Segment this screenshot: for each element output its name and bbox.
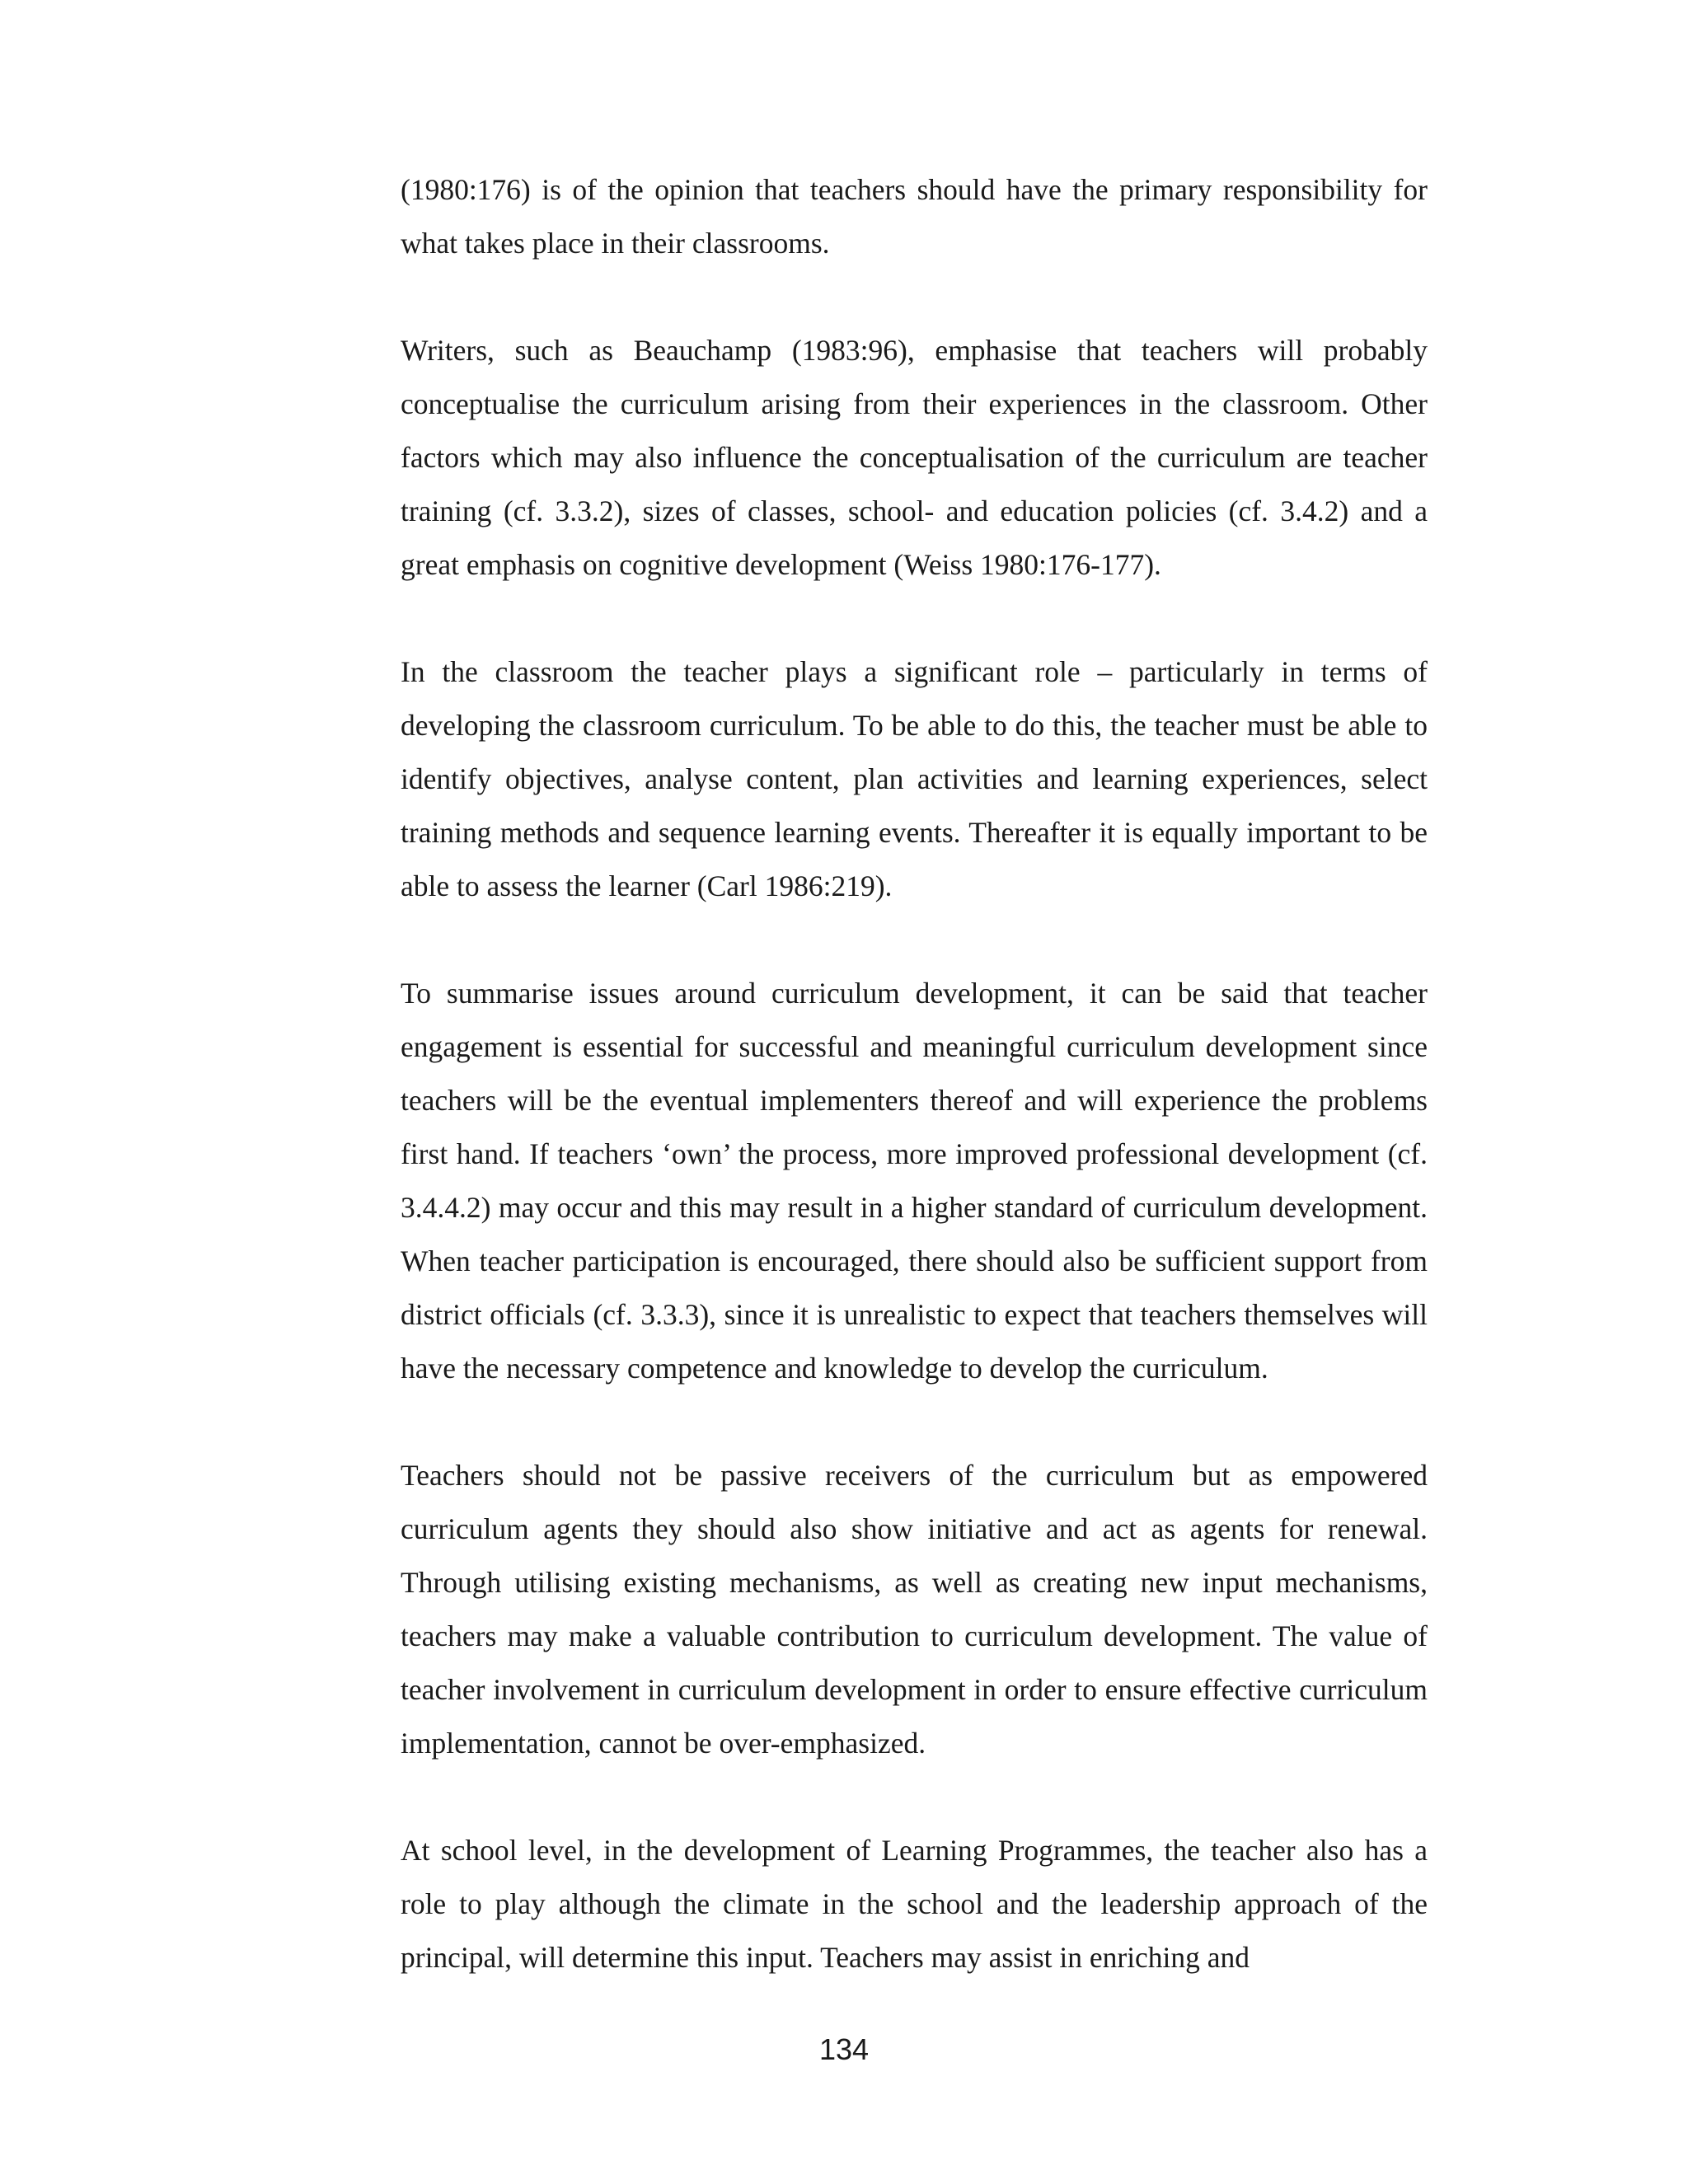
paragraph-curriculum-agents: Teachers should not be passive receivers of the curriculum but as empowered curriculum agents they should also show initiative and act as agents for renewal. Through utilising existing mechanisms, as well as creating new input mechanisms, teachers may make a valuable contribution to curriculum development. The value of teacher involvement in curriculum development in order to ensure effective curriculum implementation, cannot be over-emphasized. — [401, 1459, 1428, 1760]
body-text — [401, 163, 1428, 2038]
paragraph-classroom-role: In the classroom the teacher plays a significant role – particularly in terms of developing the classroom curriculum. To be able to do this, the teacher must be able to identify objectives, analyse content, plan activities and learning experiences, select training methods and sequence learning events. Thereafter it is equally important to be able to assess the learner (Carl 1986:219). — [401, 655, 1428, 902]
paragraph-school-level: At school level, in the development of Learning Programmes, the teacher also has a role to play although the climate in the school and the leadership approach of the principal, will determine this input. Teachers may assist in enriching and — [401, 1834, 1428, 1974]
paragraph-conceptualise-curriculum: Writers, such as Beauchamp (1983:96), emphasise that teachers will probably conceptualise the curriculum arising from their experiences in the classroom. Other factors which may also influence the conceptualisation of the curriculum are teacher training (cf. 3.3.2), sizes of classes, school- and education policies (cf. 3.4.2) and a great emphasis on cognitive development (Weiss 1980:176-177). — [401, 334, 1428, 581]
paragraph-summary-engagement: To summarise issues around curriculum development, it can be said that teacher engagement is essential for successful and meaningful curriculum development since teachers will be the eventual implementers thereof and will experience the problems first hand. If teachers ‘own’ the process, more improved professional development (cf. 3.4.4.2) may occur and this may result in a higher standard of curriculum development. When teacher participation is encouraged, there should also be sufficient support from district officials (cf. 3.3.3), since it is unrealistic to expect that teachers themselves will have the necessary competence and knowledge to develop the curriculum. — [401, 977, 1428, 1385]
page-number: 134 — [818, 2032, 870, 2066]
paragraph-teacher-responsibility: (1980:176) is of the opinion that teachers should have the primary responsibility for what takes place in their classrooms. — [401, 173, 1428, 260]
